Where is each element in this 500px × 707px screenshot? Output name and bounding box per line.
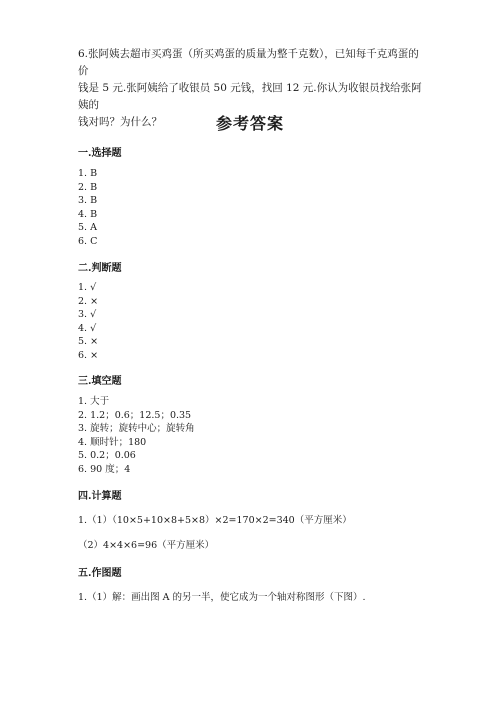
list-item: 2. × <box>78 295 99 307</box>
draw-answer-1: 1.（1）解：画出图 A 的另一半，使它成为一个轴对称图形（下图）. <box>78 592 366 603</box>
list-item: 5. × <box>78 336 99 347</box>
list-item: 1. √ <box>78 282 97 293</box>
answer-key-title: 参考答案 <box>215 114 284 133</box>
list-item: 1. 大于 <box>78 396 110 407</box>
list-item: 4. B <box>78 208 98 220</box>
list-item: 4. √ <box>78 322 97 334</box>
list-item: 6. 90 度；4 <box>78 463 131 475</box>
calc-answer-2: （2）4×4×6=96（平方厘米） <box>78 540 215 551</box>
list-item: 6. × <box>78 349 99 361</box>
list-item: 3. B <box>78 195 98 206</box>
list-item: 1. B <box>78 168 98 179</box>
list-item: 4. 顺时针；180 <box>78 436 147 448</box>
question-6-line-2: 钱是 5 元.张阿姨给了收银员 50 元钱，找回 12 元.你认为收银员找给张阿姨的 <box>78 82 422 111</box>
question-6-line-3: 钱对吗？为什么？ <box>78 116 162 128</box>
calc-answer-1: 1.（1）（10×5+10×8+5×8）×2=170×2=340（平方厘米） <box>78 515 352 526</box>
list-item: 3. √ <box>78 309 97 320</box>
list-item: 6. C <box>78 235 98 247</box>
fill-answers <box>78 395 195 476</box>
judge-answers <box>78 281 98 362</box>
judge-section-heading: 二.判断题 <box>78 263 122 274</box>
draw-section-heading: 五.作图题 <box>78 568 122 579</box>
calc-section-heading: 四.计算题 <box>78 491 122 502</box>
list-item: 2. 1.2；0.6；12.5；0.35 <box>78 409 192 421</box>
list-item: 3. 旋转；旋转中心；旋转角 <box>78 423 195 434</box>
choice-section-heading: 一.选择题 <box>78 148 122 159</box>
choice-answers <box>78 167 97 248</box>
list-item: 5. 0.2；0.06 <box>78 450 136 461</box>
list-item: 2. B <box>78 181 98 193</box>
list-item: 5. A <box>78 222 97 233</box>
question-6-line-1: 6.张阿姨去超市买鸡蛋（所买鸡蛋的质量为整千克数），已知每千克鸡蛋的价 <box>78 48 419 77</box>
fill-section-heading: 三.填空题 <box>78 376 122 387</box>
